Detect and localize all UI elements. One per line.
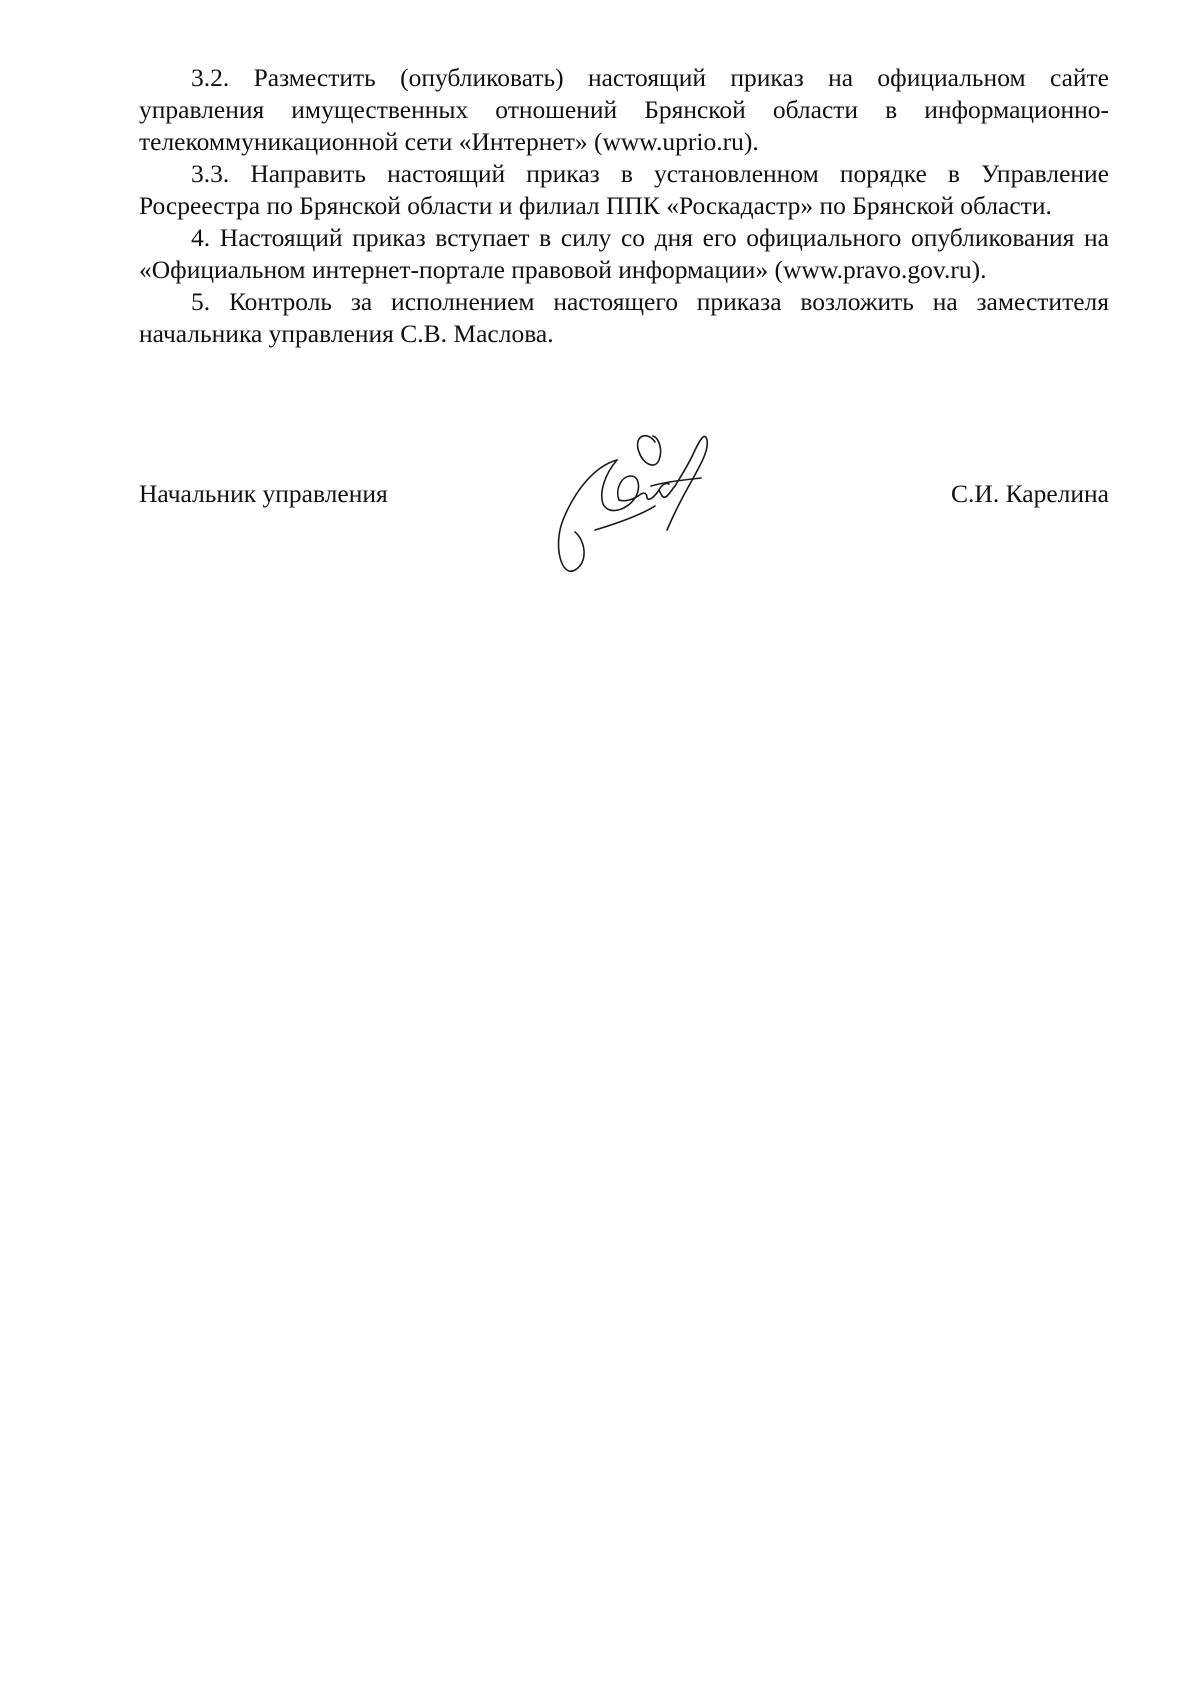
paragraph-3-3: 3.3. Направить настоящий приказ в установленном порядке в Управление Росреестра по Брянской области и филиал ППК «Роскадастр» по Брянской области. xyxy=(139,159,1109,220)
paragraph-4: 4. Настоящий приказ вступает в силу со дня его официального опубликования на «Официальном интернет-портале правовой информации» (www.pravo.gov.ru). xyxy=(139,223,1109,284)
signer-name: С.И. Карелина xyxy=(951,479,1109,508)
handwritten-signature xyxy=(555,430,765,590)
document-body xyxy=(139,62,1109,350)
signer-position: Начальник управления xyxy=(139,479,388,508)
paragraph-5: 5. Контроль за исполнением настоящего приказа возложить на заместителя начальника управления С.В. Маслова. xyxy=(139,287,1109,348)
paragraph-3-2: 3.2. Разместить (опубликовать) настоящий приказ на официальном сайте управления имущественных отношений Брянской области в информационно-телекоммуникационной сети «Интернет» (www.uprio.ru). xyxy=(139,63,1109,156)
